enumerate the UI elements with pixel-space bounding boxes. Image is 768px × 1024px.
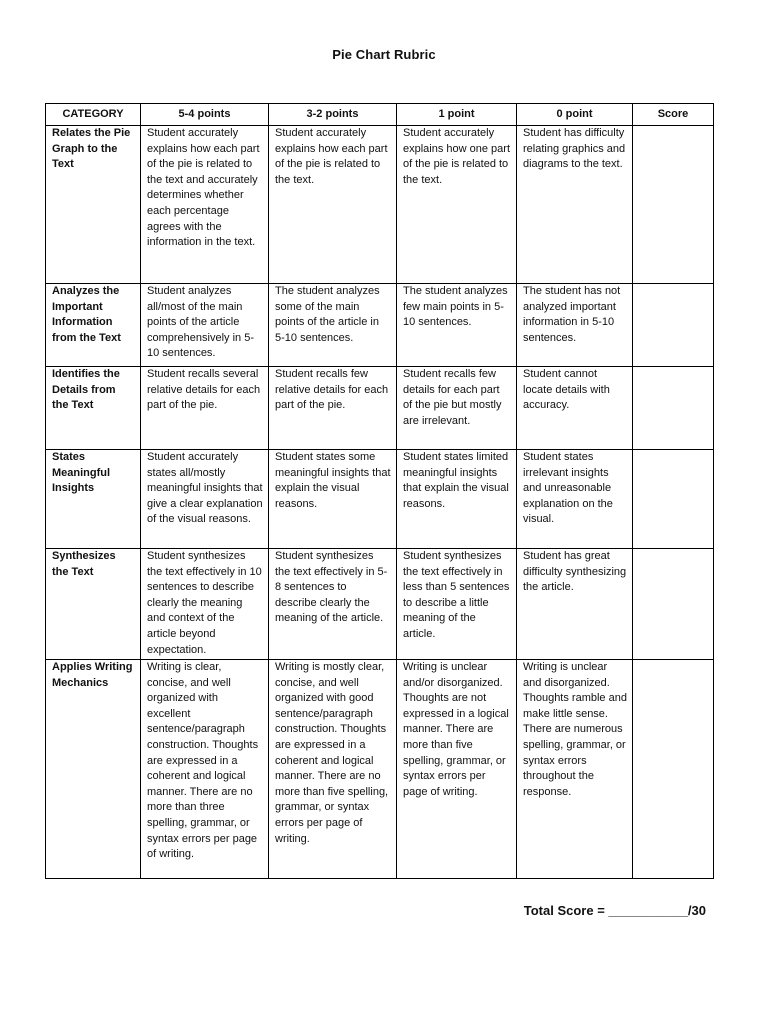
criteria-cell-3-2: Student states some meaningful insights that explain the visual reasons. bbox=[269, 450, 397, 549]
header-score: Score bbox=[633, 104, 714, 126]
header-5-4-points: 5-4 points bbox=[141, 104, 269, 126]
table-row bbox=[46, 450, 714, 549]
criteria-cell-1: Student accurately explains how one part of the pie is related to the text. bbox=[397, 126, 517, 284]
table-row bbox=[46, 367, 714, 450]
criteria-cell-1: Student synthesizes the text effectively in less than 5 sentences to describe a little meaning of the article. bbox=[397, 549, 517, 660]
table-row bbox=[46, 284, 714, 367]
category-cell: Relates the Pie Graph to the Text bbox=[46, 126, 141, 284]
score-cell bbox=[633, 450, 714, 549]
table-row bbox=[46, 549, 714, 660]
criteria-cell-5-4: Student accurately explains how each part of the pie is related to the text and accurately determines whether each percentage agrees with the information in the text. bbox=[141, 126, 269, 284]
header-0-point: 0 point bbox=[517, 104, 633, 126]
criteria-cell-1: Writing is unclear and/or disorganized. Thoughts are not expressed in a logical manner. There are more than five spelling, grammar, or syntax errors per page of writing. bbox=[397, 660, 517, 879]
criteria-cell-3-2: Student accurately explains how each part of the pie is related to the text. bbox=[269, 126, 397, 284]
criteria-cell-5-4: Writing is clear, concise, and well organized with excellent sentence/paragraph construction. Thoughts are expressed in a coherent and logical manner. There are no more than three spelling, grammar, or syntax errors per page of writing. bbox=[141, 660, 269, 879]
criteria-cell-5-4: Student accurately states all/mostly meaningful insights that give a clear explanation of the visual reasons. bbox=[141, 450, 269, 549]
table-row bbox=[46, 126, 714, 284]
header-1-point: 1 point bbox=[397, 104, 517, 126]
header-3-2-points: 3-2 points bbox=[269, 104, 397, 126]
criteria-cell-0: Student states irrelevant insights and unreasonable explanation on the visual. bbox=[517, 450, 633, 549]
criteria-cell-0: Student has great difficulty synthesizing the article. bbox=[517, 549, 633, 660]
page-title: Pie Chart Rubric bbox=[332, 47, 436, 62]
score-cell bbox=[633, 284, 714, 367]
score-cell bbox=[633, 549, 714, 660]
score-cell bbox=[633, 660, 714, 879]
category-cell: States Meaningful Insights bbox=[46, 450, 141, 549]
criteria-cell-3-2: Student synthesizes the text effectively in 5-8 sentences to describe clearly the meaning of the article. bbox=[269, 549, 397, 660]
category-cell: Applies Writing Mechanics bbox=[46, 660, 141, 879]
criteria-cell-5-4: Student analyzes all/most of the main points of the article comprehensively in 5-10 sentences. bbox=[141, 284, 269, 367]
category-cell: Analyzes the Important Information from the Text bbox=[46, 284, 141, 367]
header-row bbox=[46, 104, 714, 126]
criteria-cell-1: The student analyzes few main points in 5-10 sentences. bbox=[397, 284, 517, 367]
rubric-table bbox=[45, 103, 714, 879]
criteria-cell-1: Student states limited meaningful insights that explain the visual reasons. bbox=[397, 450, 517, 549]
criteria-cell-5-4: Student recalls several relative details for each part of the pie. bbox=[141, 367, 269, 450]
criteria-cell-1: Student recalls few details for each part of the pie but mostly are irrelevant. bbox=[397, 367, 517, 450]
criteria-cell-3-2: Writing is mostly clear, concise, and well organized with good sentence/paragraph construction. Thoughts are expressed in a coherent and logical manner. There are no more than five spelling, grammar, or syntax errors per page of writing. bbox=[269, 660, 397, 879]
category-cell: Synthesizes the Text bbox=[46, 549, 141, 660]
criteria-cell-3-2: The student analyzes some of the main points of the article in 5-10 sentences. bbox=[269, 284, 397, 367]
criteria-cell-0: Student cannot locate details with accuracy. bbox=[517, 367, 633, 450]
criteria-cell-5-4: Student synthesizes the text effectively in 10 sentences to describe clearly the meaning and context of the article beyond expectation. bbox=[141, 549, 269, 660]
total-score: Total Score = ___________/30 bbox=[523, 903, 706, 918]
table-row bbox=[46, 660, 714, 879]
score-cell bbox=[633, 126, 714, 284]
criteria-cell-0: The student has not analyzed important information in 5-10 sentences. bbox=[517, 284, 633, 367]
criteria-cell-3-2: Student recalls few relative details for each part of the pie. bbox=[269, 367, 397, 450]
score-cell bbox=[633, 367, 714, 450]
category-cell: Identifies the Details from the Text bbox=[46, 367, 141, 450]
header-category: CATEGORY bbox=[46, 104, 141, 126]
criteria-cell-0: Student has difficulty relating graphics and diagrams to the text. bbox=[517, 126, 633, 284]
criteria-cell-0: Writing is unclear and disorganized. Thoughts ramble and make little sense. There are numerous spelling, grammar, or syntax errors throughout the response. bbox=[517, 660, 633, 879]
